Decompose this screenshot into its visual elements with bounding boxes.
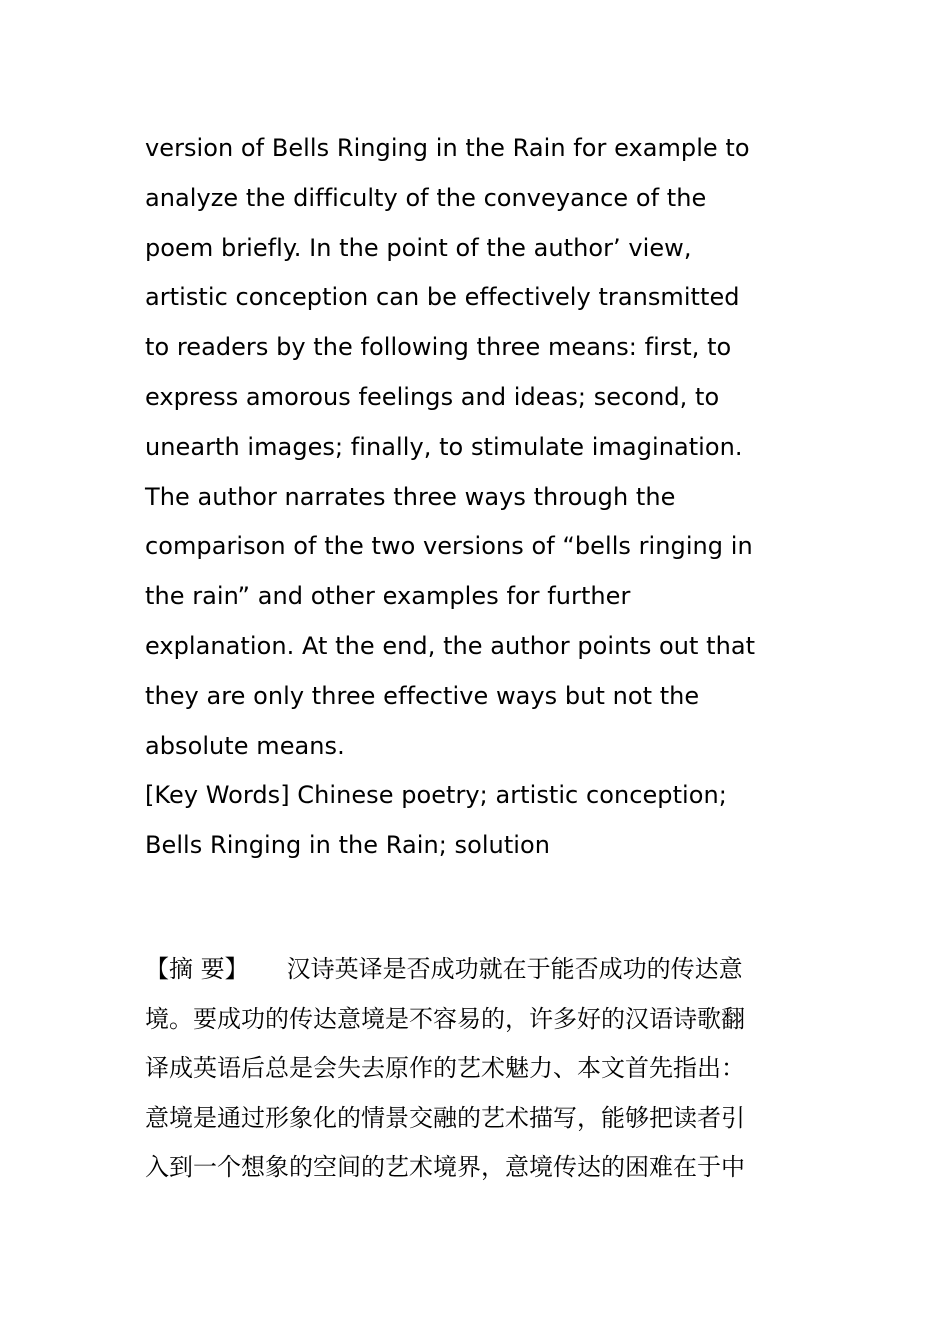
abstract-line: The author narrates three ways through the [145,482,676,511]
abstract-line: the rain” and other examples for further [145,582,631,611]
keywords-line: [Key Words] Chinese poetry; artistic conception; [145,781,727,810]
abstract-line: poem briefly. In the point of the author’ view, [145,233,692,262]
abstract-line: absolute means. [145,731,345,760]
abstract-line: they are only three effective ways but not the [145,681,700,710]
chinese-abstract-line: 入到一个想象的空间的艺术境界，意境传达的困难在于中 [145,1153,745,1182]
english-abstract [145,124,825,871]
chinese-abstract-first-line [145,945,825,995]
abstract-line: version of Bells Ringing in the Rain for example to [145,134,750,162]
chinese-abstract-line: 境。要成功的传达意境是不容易的，许多好的汉语诗歌翻 [145,1004,745,1033]
abstract-label: 【摘 要】 [145,955,249,983]
abstract-line: express amorous feelings and ideas; second, to [145,382,720,411]
abstract-line: comparison of the two versions of “bells ringing in [145,532,753,561]
abstract-line: to readers by the following three means: first, to [145,333,732,362]
abstract-line: unearth images; finally, to stimulate imagination. [145,432,743,461]
keywords-line: Bells Ringing in the Rain; solution [145,831,550,860]
abstract-line: explanation. At the end, the author points out that [145,631,756,660]
chinese-abstract-line: 汉诗英译是否成功就在于能否成功的传达意 [286,955,743,983]
abstract-line: analyze the difficulty of the conveyance of the [145,183,707,212]
chinese-abstract-line: 意境是通过形象化的情景交融的艺术描写，能够把读者引 [145,1103,745,1132]
chinese-abstract [145,945,825,1193]
chinese-abstract-line: 译成英语后总是会失去原作的艺术魅力、本文首先指出： [145,1054,745,1083]
abstract-line: artistic conception can be effectively transmitted [145,283,740,312]
